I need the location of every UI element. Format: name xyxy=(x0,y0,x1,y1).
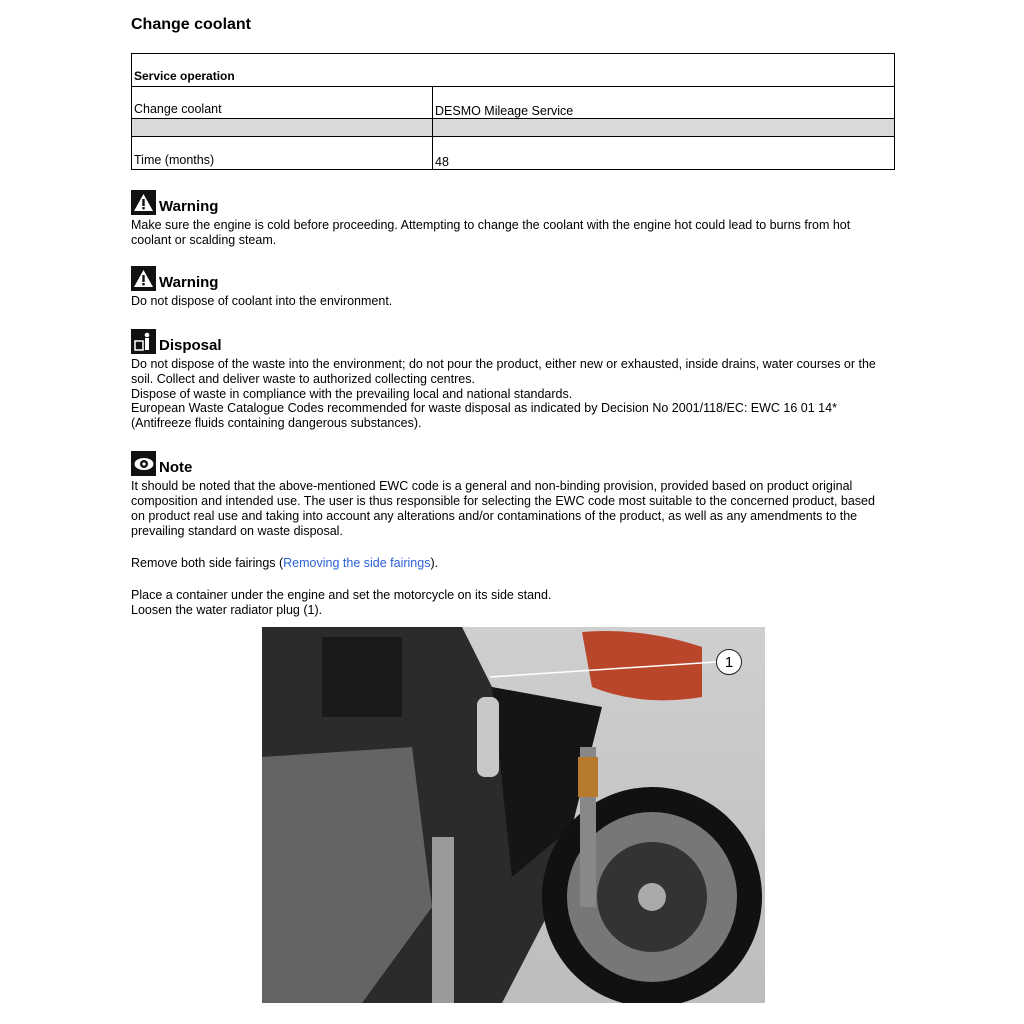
disposal-text: European Waste Catalogue Codes recommended for waste disposal as indicated by Decision No 2001/118/EC: EWC 16 01 14* (Antifreeze fluids containing dangerous substances). xyxy=(131,401,837,430)
note-heading xyxy=(131,451,192,476)
section-heading: Disposal xyxy=(159,337,222,354)
table-cell xyxy=(433,119,895,137)
note-text: It should be noted that the above-mentioned EWC code is a general and non-binding provision, provided based on product original composition and intended use. The user is thus responsible for selecting the EWC code most suitable to the concerned product, based on product real use and taking into account any alterations and/or contaminations of the product, as well as any amendments to the prevailing standard on waste disposal. xyxy=(131,479,875,538)
remove-fairings-step xyxy=(131,556,891,571)
warning-heading xyxy=(131,266,218,291)
table-cell: DESMO Mileage Service xyxy=(433,87,895,119)
disposal-heading xyxy=(131,329,222,354)
warning-text: Do not dispose of coolant into the environment. xyxy=(131,294,393,308)
table-cell xyxy=(132,119,433,137)
warning-icon xyxy=(131,190,156,215)
motorcycle-radiator-photo xyxy=(262,627,765,1003)
removing-side-fairings-link[interactable]: Removing the side fairings xyxy=(283,556,431,570)
warning-heading xyxy=(131,190,218,215)
loosen-plug-step: Loosen the water radiator plug (1). xyxy=(131,603,323,617)
table-cell: 48 xyxy=(433,137,895,170)
disposal-text: Dispose of waste in compliance with the prevailing local and national standards. xyxy=(131,387,573,401)
disposal-text: Do not dispose of the waste into the environment; do not pour the product, either new or exhausted, inside drains, water courses or the soil. Collect and deliver waste to authorized collecting centres. xyxy=(131,357,876,386)
warning-icon xyxy=(131,266,156,291)
section-heading: Warning xyxy=(159,274,219,291)
callout-marker: 1 xyxy=(716,649,742,675)
place-container-step: Place a container under the engine and set the motorcycle on its side stand. xyxy=(131,588,552,602)
eye-icon xyxy=(131,451,156,476)
section-heading: Note xyxy=(159,459,193,476)
table-cell: Time (months) xyxy=(132,137,433,170)
step-text: ). xyxy=(430,556,439,570)
page-title: Change coolant xyxy=(131,16,252,33)
step-text: Remove both side fairings ( xyxy=(131,556,284,570)
table-header: Service operation xyxy=(132,54,895,87)
section-heading: Warning xyxy=(159,198,219,215)
warning-text: Make sure the engine is cold before proceeding. Attempting to change the coolant with the engine hot could lead to burns from hot coolant or scalding steam. xyxy=(131,218,851,247)
service-table xyxy=(131,53,895,170)
table-cell: Change coolant xyxy=(132,87,433,119)
motorcycle-illustration xyxy=(262,627,765,1003)
disposal-icon xyxy=(131,329,156,354)
